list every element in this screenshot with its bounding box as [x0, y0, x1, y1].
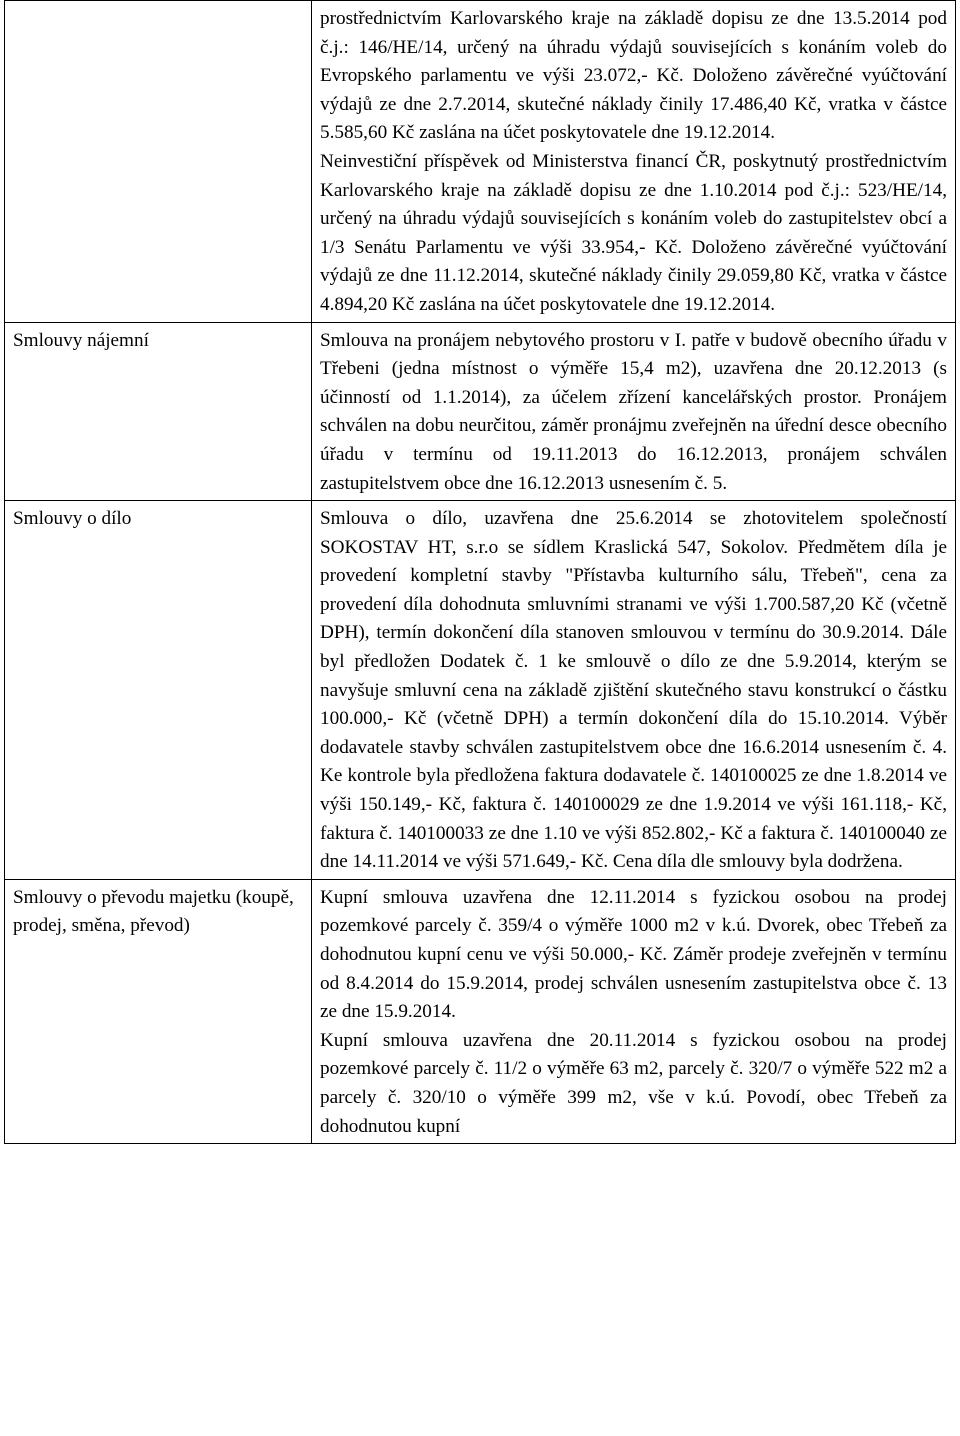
table-row-lease-contracts: [5, 322, 956, 501]
row-content: [312, 879, 956, 1143]
paragraph-purchase-contract-2: Kupní smlouva uzavřena dne 20.11.2014 s fyzickou osobou na prodej pozemkové parcely č. 11/2 o výměře 63 m2, parcely č. 320/7 o výměře 522 m2 a parcely č. 320/10 o výměře 399 m2, vše v k.ú. Povodí, obec Třebeň za dohodnutou kupní: [320, 1029, 947, 1137]
row-label: Smlouvy nájemní: [5, 322, 312, 501]
paragraph-lease-contract: Smlouva na pronájem nebytového prostoru v I. patře v budově obecního úřadu v Třebeni (jedna místnost o výměře 15,4 m2), uzavřena dne 20.12.2013 (s účinností od 1.1.2014), za účelem zřízení kancelářských prostor. Pronájem schválen na dobu neurčitou, záměr pronájmu zveřejněn na úřední desce obecního úřadu v termínu od 19.11.2013 do 16.12.2013, pronájem schválen zastupitelstvem obce dne 16.12.2013 usnesením č. 5.: [320, 329, 947, 494]
paragraph-work-contract: Smlouva o dílo, uzavřena dne 25.6.2014 se zhotovitelem společností SOKOSTAV HT, s.r.o se sídlem Kraslická 547, Sokolov. Předmětem díla je provedení kompletní stavby "Přístavba kulturního sálu, Třebeň", cena za provedení díla dohodnuta smluvními stranami ve výši 1.700.587,20 Kč (včetně DPH), termín dokončení díla stanoven smlouvou v termínu do 30.9.2014. Dále byl předložen Dodatek č. 1 ke smlouvě o dílo ze dne 5.9.2014, kterým se navyšuje smluvní cena na základě zjištění skutečného stavu konstrukcí o částku 100.000,- Kč (včetně DPH) a termín dokončení díla do 15.10.2014. Výběr dodavatele stavby schválen zastupitelstvem obce dne 16.6.2014 usnesením č. 4. Ke kontrole byla předložena faktura dodavatele č. 140100025 ze dne 1.8.2014 ve výši 150.149,- Kč, faktura č. 140100029 ze dne 1.9.2014 ve výši 161.118,- Kč, faktura č. 140100033 ze dne 1.10 ve výši 852.802,- Kč a faktura č. 140100040 ze dne 14.11.2014 ve výši 571.649,- Kč. Cena díla dle smlouvy byla dodržena.: [320, 508, 947, 873]
row-label: [5, 1, 312, 323]
table-row-property-transfer: [5, 879, 956, 1143]
paragraph-municipal-election-grant: Neinvestiční příspěvek od Ministerstva financí ČR, poskytnutý prostřednictvím Karlovarského kraje na základě dopisu ze dne 1.10.2014 pod č.j.: 523/HE/14, určený na úhradu výdajů souvisejících s konáním voleb do zastupitelstev obcí a 1/3 Senátu Parlamentu ve výši 33.954,- Kč. Doloženo závěrečné vyúčtování výdajů ze dne 11.12.2014, skutečné náklady činily 29.059,80 Kč, vratka v částce 4.894,20 Kč zaslána na účet poskytovatele dne 19.12.2014.: [320, 150, 947, 315]
row-content: [312, 501, 956, 880]
paragraph-eu-election-grant: prostřednictvím Karlovarského kraje na základě dopisu ze dne 13.5.2014 pod č.j.: 146/HE/14, určený na úhradu výdajů souvisejících s konáním voleb do Evropského parlamentu ve výši 23.072,- Kč. Doloženo závěrečné vyúčtování výdajů ze dne 2.7.2014, skutečné náklady činily 17.486,40 Kč, vratka v částce 5.585,60 Kč zaslána na účet poskytovatele dne 19.12.2014.: [320, 8, 947, 144]
audit-table: [4, 0, 956, 1144]
row-content: [312, 1, 956, 323]
row-label: Smlouvy o převodu majetku (koupě, prodej, směna, převod): [5, 879, 312, 1143]
row-label: Smlouvy o dílo: [5, 501, 312, 880]
document-page: [4, 0, 956, 1144]
paragraph-purchase-contract-1: Kupní smlouva uzavřena dne 12.11.2014 s fyzickou osobou na prodej pozemkové parcely č. 359/4 o výměře 1000 m2 v k.ú. Dvorek, obec Třebeň za dohodnutou kupní cenu ve výši 50.000,- Kč. Záměr prodeje zveřejněn v termínu od 8.4.2014 do 15.9.2014, prodej schválen usnesením zastupitelstva obce č. 13 ze dne 15.9.2014.: [320, 886, 947, 1023]
row-content: [312, 322, 956, 501]
table-row-work-contracts: [5, 501, 956, 880]
table-row-voting-grants: [5, 1, 956, 323]
